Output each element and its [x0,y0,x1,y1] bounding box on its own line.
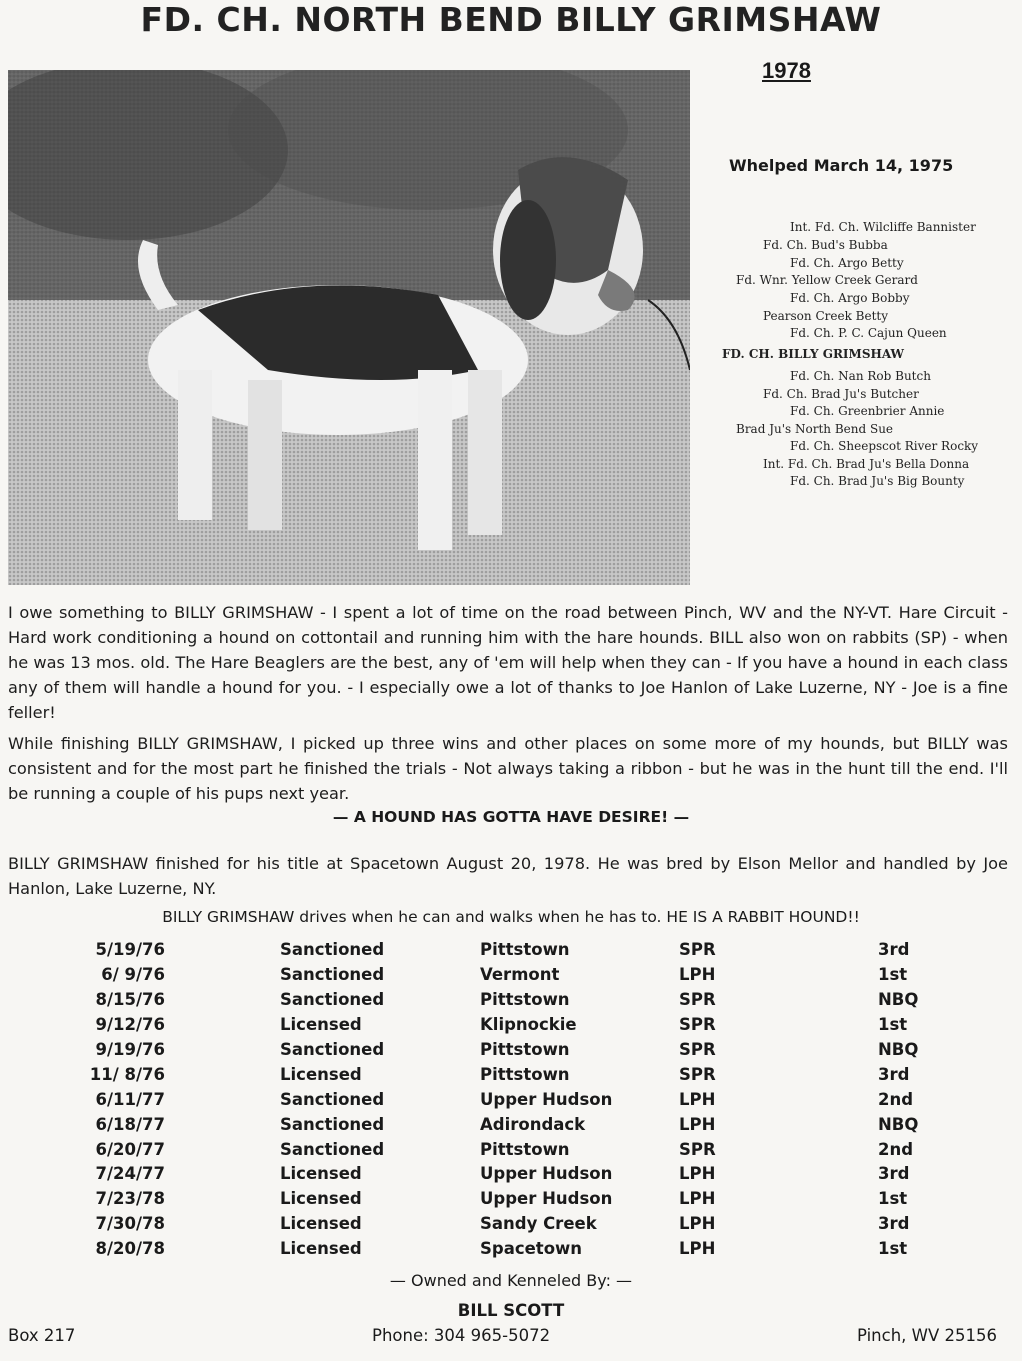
table-row [0,1065,1022,1090]
pedigree-entry: Fd. Ch. Brad Ju's Big Bounty [790,474,965,488]
pedigree-entry: Brad Ju's North Bend Sue [736,422,894,436]
result-type: Licensed [280,1065,362,1084]
result-place: 3rd [878,940,910,959]
result-location: Upper Hudson [480,1090,613,1109]
whelped-date: Whelped March 14, 1975 [729,156,954,175]
table-row [0,1214,1022,1239]
result-place: 3rd [878,1214,910,1233]
result-location: Pittstown [480,1040,570,1059]
result-place: 3rd [878,1065,910,1084]
result-location: Pittstown [480,1065,570,1084]
pedigree-entry: Fd. Wnr. Yellow Creek Gerard [736,273,918,287]
table-row [0,965,1022,990]
pedigree-entry: Fd. Ch. P. C. Cajun Queen [790,326,947,340]
result-location: Adirondack [480,1115,586,1134]
result-location: Pittstown [480,990,570,1009]
result-type: Sanctioned [280,940,385,959]
result-date: 8/20/78 [95,1239,165,1258]
table-row [0,1140,1022,1165]
pedigree-entry: Fd. Ch. Bud's Bubba [763,238,888,252]
table-row [0,940,1022,965]
pedigree-entry: Int. Fd. Ch. Brad Ju's Bella Donna [763,457,970,471]
owner-name: BILL SCOTT [457,1301,565,1320]
result-date: 5/19/76 [95,940,165,959]
result-class: LPH [679,1189,716,1208]
table-row [0,1040,1022,1065]
pedigree-entry: Fd. Ch. Argo Bobby [790,291,910,305]
owned-by-label: — Owned and Kenneled By: — [389,1271,633,1290]
result-location: Vermont [480,965,560,984]
result-date: 7/30/78 [95,1214,165,1233]
result-type: Licensed [280,1239,362,1258]
result-location: Pittstown [480,940,570,959]
result-location: Upper Hudson [480,1189,613,1208]
page-title: FD. CH. NORTH BEND BILLY GRIMSHAW [140,0,882,39]
pedigree-subject: FD. CH. BILLY GRIMSHAW [722,347,905,361]
paragraph-intro: I owe something to BILLY GRIMSHAW - I spent a lot of time on the road between Pinch, WV and the NY-VT. Hare Circuit - Hard work conditioning a hound on cottontail and running him with the hare hounds. BILL also won on rabbits (SP) - when he was 13 mos. old. The Hare Beaglers are the best, any of 'em will help when they can - If you have a hound in each class any of them will handle a hound for you. - I especially owe a lot of thanks to Joe Hanlon of Lake Luzerne, NY - Joe is a fine feller! [8,603,1008,722]
result-date: 6/11/77 [95,1090,165,1109]
table-row [0,990,1022,1015]
result-class: SPR [679,1140,716,1159]
result-date: 11/ 8/76 [89,1065,165,1084]
pedigree-entry: Fd. Ch. Sheepscot River Rocky [790,439,979,453]
result-location: Pittstown [480,1140,570,1159]
paragraph-rabbit-hound: BILLY GRIMSHAW drives when he can and walks when he has to. HE IS A RABBIT HOUND!! [162,908,860,926]
result-place: 1st [878,1239,908,1258]
result-type: Sanctioned [280,1115,385,1134]
table-row [0,1239,1022,1264]
result-class: LPH [679,1090,716,1109]
result-date: 9/19/76 [95,1040,165,1059]
result-type: Licensed [280,1015,362,1034]
table-row [0,1015,1022,1040]
result-type: Sanctioned [280,1140,385,1159]
result-type: Sanctioned [280,965,385,984]
paragraph-finishing: While finishing BILLY GRIMSHAW, I picked up three wins and other places on some more of my hounds, but BILLY was consistent and for the most part he finished the trials - Not always taking a ribbon - but he was in the hunt till the end. I'll be running a couple of his pups next year. [8,734,1008,803]
result-location: Klipnockie [480,1015,577,1034]
result-date: 9/12/76 [95,1015,165,1034]
result-location: Upper Hudson [480,1164,613,1183]
result-type: Licensed [280,1189,362,1208]
result-type: Sanctioned [280,1040,385,1059]
result-date: 7/24/77 [95,1164,165,1183]
table-row [0,1164,1022,1189]
pedigree-entry: Pearson Creek Betty [763,309,889,323]
result-class: LPH [679,1164,716,1183]
result-date: 6/ 9/76 [101,965,165,984]
result-place: NBQ [878,1040,919,1059]
result-date: 7/23/78 [95,1189,165,1208]
pedigree-entry: Fd. Ch. Nan Rob Butch [790,369,931,383]
result-type: Sanctioned [280,1090,385,1109]
result-location: Sandy Creek [480,1214,597,1233]
pedigree-entry: Fd. Ch. Greenbrier Annie [790,404,945,418]
address: Pinch, WV 25156 [857,1326,997,1345]
result-class: SPR [679,990,716,1009]
result-date: 6/20/77 [95,1140,165,1159]
result-class: LPH [679,965,716,984]
table-row [0,1090,1022,1115]
paragraph-title-finish: BILLY GRIMSHAW finished for his title at Spacetown August 20, 1978. He was bred by Elson Mellor and handled by Joe Hanlon, Lake Luzerne, NY. [8,854,1008,898]
result-type: Sanctioned [280,990,385,1009]
result-location: Spacetown [480,1239,583,1258]
pedigree-entry: Fd. Ch. Argo Betty [790,256,904,270]
year-label: 1978 [762,58,811,83]
result-date: 8/15/76 [95,990,165,1009]
result-date: 6/18/77 [95,1115,165,1134]
result-place: 1st [878,1189,908,1208]
result-place: 2nd [878,1140,914,1159]
result-place: 1st [878,1015,908,1034]
result-class: SPR [679,1065,716,1084]
result-class: SPR [679,940,716,959]
result-place: 1st [878,965,908,984]
phone-number: Phone: 304 965-5072 [372,1326,551,1345]
beagle-hound-photo-icon [8,70,690,585]
result-place: NBQ [878,1115,919,1134]
pedigree-entry: Int. Fd. Ch. Wilcliffe Bannister [790,220,976,234]
result-class: SPR [679,1015,716,1034]
result-place: 3rd [878,1164,910,1183]
result-class: LPH [679,1115,716,1134]
box-number: Box 217 [8,1326,76,1345]
result-class: SPR [679,1040,716,1059]
slogan: — A HOUND HAS GOTTA HAVE DESIRE! — [332,808,690,826]
result-place: 2nd [878,1090,914,1109]
result-place: NBQ [878,990,919,1009]
result-class: LPH [679,1239,716,1258]
table-row [0,1115,1022,1140]
table-row [0,1189,1022,1214]
result-class: LPH [679,1214,716,1233]
pedigree-entry: Fd. Ch. Brad Ju's Butcher [763,387,919,401]
result-type: Licensed [280,1164,362,1183]
result-type: Licensed [280,1214,362,1233]
